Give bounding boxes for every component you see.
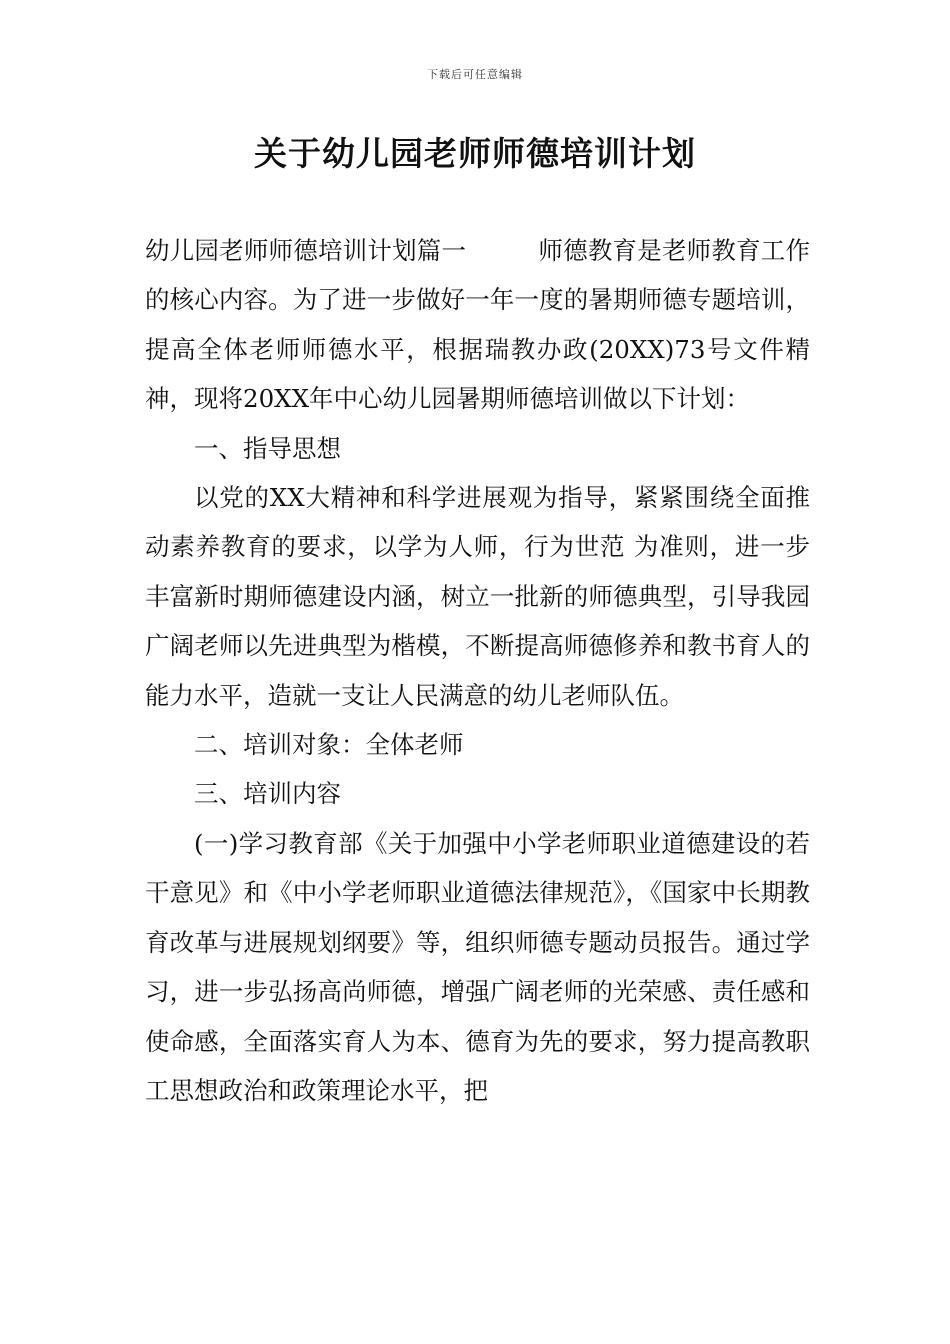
intro-label: 幼儿园老师师德培训计划篇一 xyxy=(145,236,467,265)
intro-paragraph xyxy=(145,226,810,424)
document-title: 关于幼儿园老师师德培训计划 xyxy=(254,134,696,173)
section-heading-training-content: 三、培训内容 xyxy=(194,779,341,809)
section-paragraph-training-content-item1: (一)学习教育部《关于加强中小学老师职业道德建设的若干意见》和《中小学老师职业道德法律规范》，《国家中长期教育改革与进展规划纲要》等，组织师德专题动员报告。通过学习，进一步弘扬高尚师德，增强广阔老师的光荣感、责任感和使命感，全面落实育人为本、德育为先的要求，努力提高教职工思想政治和政策理论水平，把 xyxy=(145,828,810,1105)
header-note: 下载后可任意编辑 xyxy=(427,68,523,81)
section-paragraph-guiding-ideology: 以党的XX大精神和科学进展观为指导，紧紧围绕全面推动素养教育的要求，以学为人师，行为世范 为准则，进一步丰富新时期师德建设内涵，树立一批新的师德典型，引导我园广阔老师以先进典型为楷模，不断提高师德修养和教书育人的能力水平，造就一支让人民满意的幼儿老师队伍。 xyxy=(145,483,810,710)
intro-text: 师德教育是老师教育工作的核心内容。为了进一步做好一年一度的暑期师德专题培训，提高全体老师师德水平，根据瑞教办政(20XX)73号文件精神，现将20XX年中心幼儿园暑期师德培训做以下计划： xyxy=(145,236,811,414)
section-heading-training-target: 二、培训对象：全体老师 xyxy=(194,730,464,760)
document-body xyxy=(145,226,810,1115)
section-heading-guiding-ideology: 一、指导思想 xyxy=(194,433,341,463)
